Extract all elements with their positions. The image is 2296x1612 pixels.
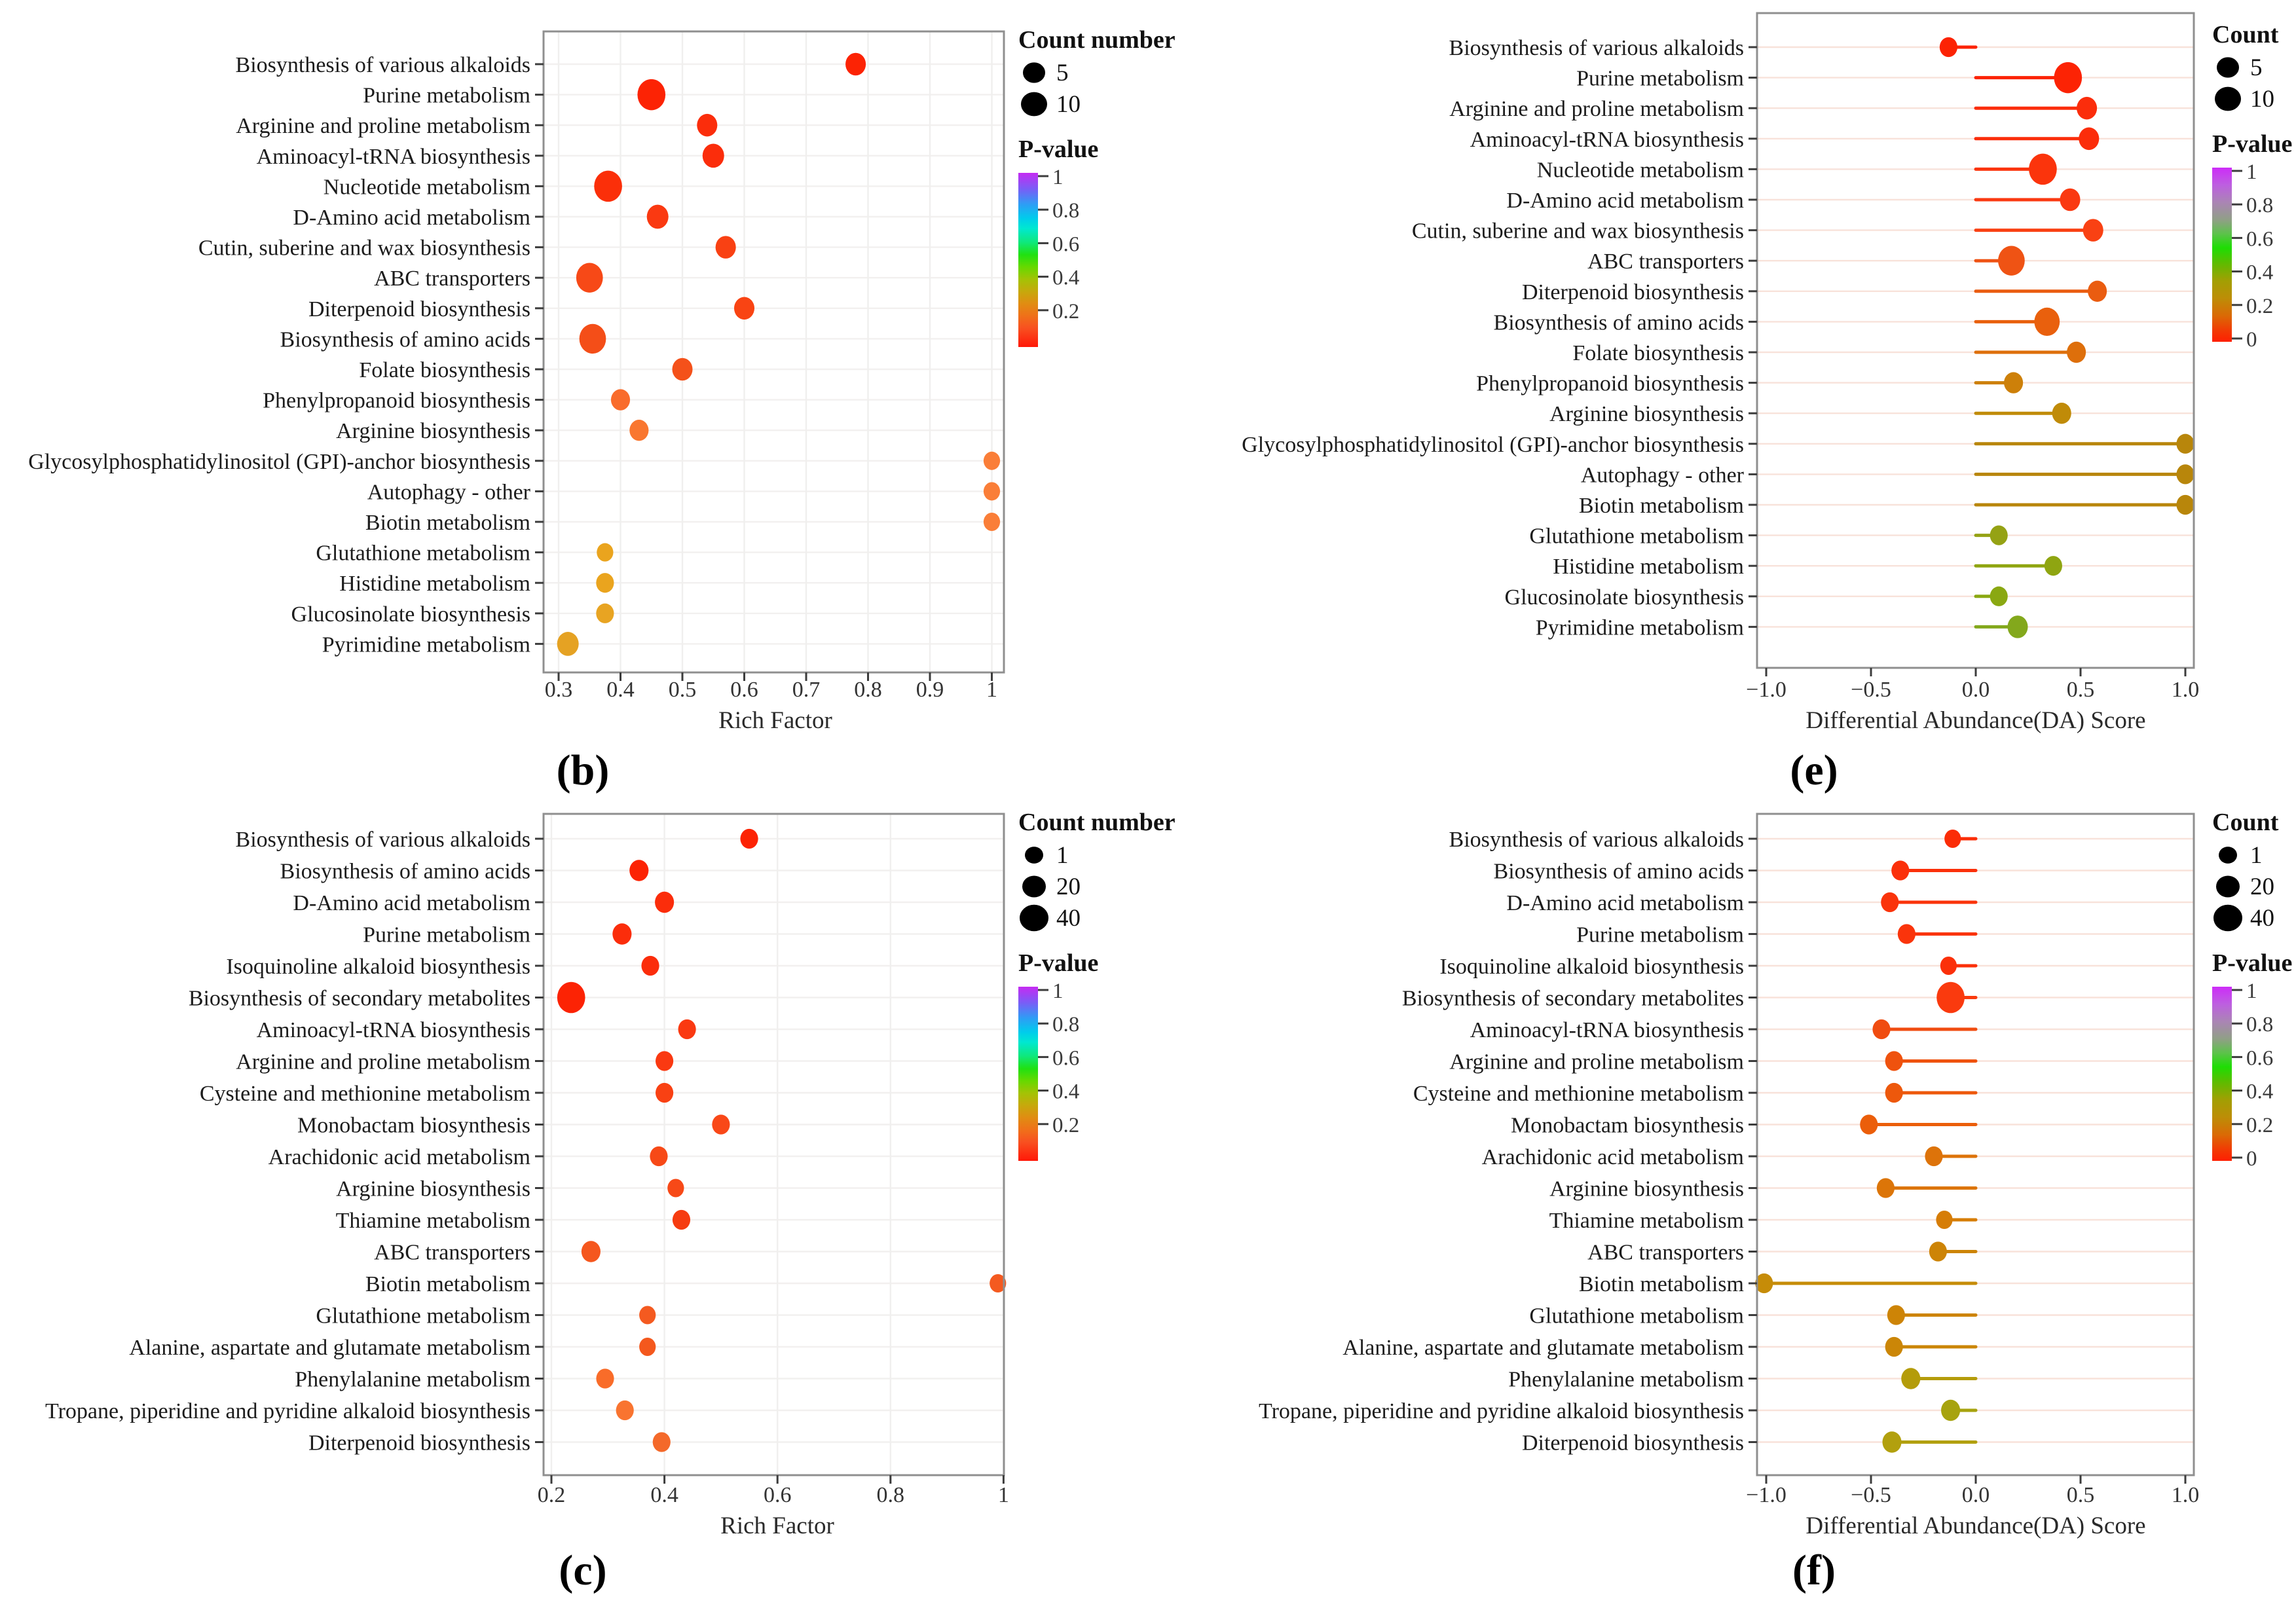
colorbar-tick-label: 0.6 (2246, 227, 2274, 251)
category-label: Histidine metabolism (339, 572, 530, 596)
category-label: Glutathione metabolism (316, 1304, 530, 1328)
category-label: Arginine and proline metabolism (236, 1050, 530, 1074)
data-point (984, 513, 1000, 531)
category-label: Tropane, piperidine and pyridine alkaloid biosynthesis (1259, 1399, 1744, 1423)
x-tick-label: 0.4 (650, 1483, 678, 1507)
category-label: Nucleotide metabolism (1536, 158, 1744, 183)
category-label: Purine metabolism (1576, 66, 1744, 91)
data-point (2176, 434, 2194, 454)
data-point (672, 358, 692, 381)
category-label: Glycosylphosphatidylinositol (GPI)-anchor biosynthesis (28, 449, 530, 474)
data-point (1885, 1337, 1903, 1357)
category-label: Pyrimidine metabolism (1535, 615, 1744, 640)
x-tick-label: −0.5 (1851, 678, 1891, 702)
x-tick-label: 0.8 (876, 1483, 905, 1507)
colorbar-tick-label: 0.6 (1052, 1046, 1080, 1071)
data-point (1881, 892, 1898, 912)
x-tick-label: 1.0 (2171, 1483, 2200, 1507)
category-label: Folate biosynthesis (359, 358, 530, 382)
category-label: Diterpenoid biosynthesis (1521, 280, 1744, 304)
data-point (716, 236, 736, 259)
colorbar-tick-label: 1 (2246, 980, 2257, 1003)
panel-tag: (e) (1790, 746, 1838, 794)
category-label: Glucosinolate biosynthesis (291, 602, 530, 627)
colorbar-tick-label: 0 (2246, 1147, 2257, 1171)
category-label: Nucleotide metabolism (323, 175, 530, 200)
legend-count-label: 10 (1056, 91, 1081, 118)
data-point (740, 829, 758, 849)
data-point (576, 263, 603, 293)
data-point (1885, 1051, 1903, 1071)
category-label: Alanine, aspartate and glutamate metabolism (129, 1336, 530, 1360)
plot-area-f (1757, 814, 2194, 1475)
data-point (1936, 1211, 1952, 1229)
x-tick-label: 0.5 (2066, 1483, 2095, 1507)
data-point (2079, 128, 2099, 151)
category-label: D-Amino acid metabolism (293, 206, 530, 230)
panel-tag: (b) (556, 746, 610, 794)
data-point (1925, 1146, 1942, 1166)
colorbar-tick-label: 0.2 (1052, 299, 1080, 323)
category-label: Diterpenoid biosynthesis (1521, 1431, 1744, 1456)
data-point (1887, 1305, 1905, 1325)
data-point (596, 1368, 614, 1388)
data-point (1998, 246, 2025, 276)
colorbar-tick-label: 0.8 (1052, 199, 1080, 223)
colorbar-tick-label: 0.4 (1052, 266, 1080, 290)
data-point (667, 1179, 684, 1197)
data-point (845, 53, 866, 76)
category-label: Arginine and proline metabolism (1449, 1050, 1744, 1074)
data-point (734, 297, 754, 320)
legend-count-title: Count number (1018, 809, 1176, 836)
x-tick-label: −1.0 (1746, 1483, 1787, 1507)
category-label: Biosynthesis of various alkaloids (1449, 828, 1744, 852)
data-point (2029, 154, 2057, 185)
colorbar-tick-label: 0.6 (1052, 232, 1080, 257)
legend-count-label: 5 (2250, 54, 2263, 81)
data-point (1898, 924, 1916, 943)
category-label: Phenylalanine metabolism (1508, 1367, 1744, 1392)
category-label: Isoquinoline alkaloid biosynthesis (226, 955, 530, 979)
data-point (557, 982, 585, 1014)
data-point (637, 79, 665, 111)
data-point (557, 632, 579, 656)
data-point (2052, 403, 2071, 424)
x-tick-label: 0.8 (854, 678, 882, 702)
data-point (984, 482, 1000, 500)
data-point (1891, 860, 1909, 880)
legend-count-dot (2217, 57, 2239, 77)
x-tick-label: 1.0 (2171, 678, 2200, 702)
data-point (1929, 1241, 1947, 1261)
data-point (2088, 281, 2107, 302)
data-point (639, 1306, 656, 1324)
category-label: Biosynthesis of amino acids (280, 327, 530, 352)
panel-tag: (c) (559, 1547, 607, 1594)
colorbar-tick-label: 0.4 (2246, 261, 2274, 285)
data-point (641, 956, 659, 976)
plot-area-e (1757, 13, 2194, 668)
pvalue-colorbar (1018, 173, 1038, 347)
category-label: D-Amino acid metabolism (1506, 189, 1744, 213)
category-label: Cysteine and methionine metabolism (199, 1082, 530, 1106)
category-label: Cutin, suberine and wax biosynthesis (1411, 219, 1744, 244)
legend-count-title: Count (2212, 809, 2279, 836)
legend-count-label: 20 (1056, 873, 1081, 900)
panel-tag: (f) (1792, 1547, 1836, 1594)
category-label: ABC transporters (374, 1240, 530, 1265)
plot-area-b (544, 31, 1004, 672)
category-label: Glucosinolate biosynthesis (1504, 585, 1744, 610)
legend-count-dot (1022, 875, 1046, 897)
category-label: Thiamine metabolism (1549, 1209, 1744, 1233)
category-label: Arginine and proline metabolism (236, 114, 530, 139)
data-point (984, 452, 1000, 470)
data-point (1940, 957, 1957, 975)
data-point (1941, 1400, 1960, 1421)
category-label: Cutin, suberine and wax biosynthesis (198, 236, 530, 261)
data-point (2176, 495, 2194, 515)
data-point (2007, 615, 2028, 638)
legend-count-title: Count number (1018, 26, 1176, 54)
category-label: Alanine, aspartate and glutamate metabolism (1342, 1336, 1744, 1360)
data-point (2083, 219, 2103, 242)
category-label: Pyrimidine metabolism (322, 632, 530, 657)
legend-count-title: Count (2212, 21, 2279, 48)
category-label: Arginine and proline metabolism (1449, 97, 1744, 122)
data-point (1944, 830, 1961, 848)
category-label: Biosynthesis of various alkaloids (235, 53, 530, 77)
category-label: Aminoacyl-tRNA biosynthesis (256, 144, 530, 169)
category-label: Biosynthesis of amino acids (1493, 859, 1744, 884)
category-label: Diterpenoid biosynthesis (308, 297, 530, 321)
colorbar-tick-label: 0.8 (2246, 1013, 2274, 1037)
legend-count-label: 20 (2250, 873, 2274, 900)
x-tick-label: 0.0 (1961, 1483, 1990, 1507)
colorbar-tick-label: 0.8 (2246, 194, 2274, 218)
data-point (1990, 525, 2008, 545)
category-label: Aminoacyl-tRNA biosynthesis (256, 1018, 530, 1042)
data-point (2034, 308, 2060, 336)
category-label: Biosynthesis of amino acids (1493, 310, 1744, 335)
data-point (712, 1114, 730, 1134)
data-point (596, 604, 614, 623)
category-label: Aminoacyl-tRNA biosynthesis (1470, 127, 1744, 152)
category-label: ABC transporters (1587, 249, 1744, 274)
data-point (673, 1210, 690, 1230)
x-tick-label: 0.2 (537, 1483, 566, 1507)
category-label: Arginine biosynthesis (336, 419, 530, 444)
legend-count-dot (1023, 62, 1045, 82)
data-point (1990, 587, 2008, 606)
category-label: Aminoacyl-tRNA biosynthesis (1470, 1018, 1744, 1042)
category-label: Purine metabolism (363, 83, 530, 108)
colorbar-tick-label: 1 (1052, 166, 1064, 189)
data-point (703, 143, 724, 168)
category-label: Glutathione metabolism (1529, 1304, 1744, 1328)
colorbar-tick-label: 0 (2246, 328, 2257, 352)
category-label: Thiamine metabolism (335, 1209, 530, 1233)
pvalue-colorbar (2212, 987, 2232, 1161)
data-point (2060, 189, 2080, 211)
x-tick-label: 0.6 (763, 1483, 792, 1507)
category-label: Folate biosynthesis (1572, 341, 1744, 365)
category-label: Arachidonic acid metabolism (268, 1145, 530, 1169)
data-point (611, 389, 630, 410)
x-axis-title: Rich Factor (718, 707, 832, 734)
x-tick-label: 1 (997, 1483, 1009, 1507)
legend-count-label: 1 (1056, 842, 1069, 869)
category-label: D-Amino acid metabolism (1506, 891, 1744, 915)
pvalue-colorbar (1018, 987, 1038, 1161)
x-tick-label: 0.9 (916, 678, 944, 702)
x-axis-title: Differential Abundance(DA) Score (1805, 707, 2146, 734)
category-label: Biotin metabolism (1578, 494, 1744, 518)
data-point (596, 573, 614, 593)
legend-count-dot (2219, 847, 2237, 864)
category-label: Monobactam biosynthesis (297, 1113, 530, 1138)
category-label: Autophagy - other (367, 480, 530, 505)
legend-count-label: 10 (2250, 86, 2274, 113)
colorbar-tick-label: 0.2 (2246, 1113, 2274, 1137)
data-point (647, 205, 669, 229)
category-label: Biotin metabolism (1578, 1272, 1744, 1296)
data-point (612, 923, 631, 944)
legend-count-dot (1021, 92, 1047, 117)
data-point (1940, 37, 1957, 57)
category-label: Biotin metabolism (365, 1272, 530, 1296)
data-point (582, 1241, 601, 1262)
category-label: Biosynthesis of amino acids (280, 859, 530, 884)
x-tick-label: 1 (986, 678, 997, 702)
category-label: Biosynthesis of various alkaloids (1449, 36, 1744, 60)
data-point (656, 1051, 673, 1071)
colorbar-tick-label: 0.2 (1052, 1113, 1080, 1137)
category-label: Phenylpropanoid biosynthesis (263, 388, 530, 413)
colorbar-tick-label: 0.4 (2246, 1080, 2274, 1104)
data-point (594, 171, 622, 202)
x-tick-label: 0.4 (606, 678, 635, 702)
pvalue-colorbar (2212, 168, 2232, 342)
category-label: D-Amino acid metabolism (293, 891, 530, 915)
category-label: Purine metabolism (1576, 923, 1744, 947)
x-tick-label: 0.5 (2066, 678, 2095, 702)
data-point (650, 1146, 667, 1166)
data-point (656, 1083, 673, 1103)
x-tick-label: −0.5 (1851, 1483, 1891, 1507)
category-label: Glutathione metabolism (316, 541, 530, 566)
legend-pvalue-title: P-value (2212, 130, 2293, 158)
category-label: Autophagy - other (1580, 463, 1744, 488)
category-label: Phenylalanine metabolism (295, 1367, 530, 1392)
data-point (1877, 1178, 1895, 1198)
x-tick-label: 0.5 (668, 678, 697, 702)
category-label: Monobactam biosynthesis (1510, 1113, 1744, 1138)
data-point (697, 114, 717, 137)
legend-count-label: 5 (1056, 60, 1069, 86)
category-label: Purine metabolism (363, 923, 530, 947)
data-point (597, 543, 613, 562)
colorbar-tick-label: 0.8 (1052, 1013, 1080, 1037)
data-point (1901, 1368, 1920, 1389)
x-tick-label: 0.3 (544, 678, 573, 702)
data-point (580, 324, 606, 354)
legend-count-dot (1020, 905, 1048, 931)
category-label: Glutathione metabolism (1529, 524, 1744, 549)
category-label: Cysteine and methionine metabolism (1413, 1082, 1744, 1106)
category-label: Arginine biosynthesis (336, 1177, 530, 1201)
legend-pvalue-title: P-value (1018, 949, 1099, 977)
x-tick-label: 0.7 (792, 678, 821, 702)
x-tick-label: 0.6 (730, 678, 758, 702)
legend-count-label: 40 (2250, 905, 2274, 932)
data-point (1872, 1019, 1890, 1039)
data-point (639, 1338, 656, 1356)
category-label: Phenylpropanoid biosynthesis (1476, 371, 1744, 396)
category-label: Tropane, piperidine and pyridine alkaloid biosynthesis (45, 1399, 530, 1423)
colorbar-tick-label: 0.2 (2246, 294, 2274, 318)
data-point (629, 860, 648, 881)
category-label: Biosynthesis of secondary metabolites (1401, 986, 1744, 1011)
data-point (1860, 1114, 1878, 1134)
data-point (2067, 342, 2086, 363)
category-label: Biotin metabolism (365, 511, 530, 535)
data-point (1885, 1083, 1903, 1103)
category-label: Biosynthesis of secondary metabolites (188, 986, 530, 1011)
category-label: Arginine biosynthesis (1549, 402, 1744, 427)
category-label: ABC transporters (1587, 1240, 1744, 1265)
category-label: Isoquinoline alkaloid biosynthesis (1439, 955, 1744, 979)
colorbar-tick-label: 0.6 (2246, 1046, 2274, 1071)
data-point (653, 1432, 671, 1452)
data-point (655, 892, 674, 913)
legend-count-label: 1 (2250, 842, 2263, 869)
category-label: Histidine metabolism (1553, 555, 1744, 579)
legend-count-label: 40 (1056, 905, 1081, 932)
colorbar-tick-label: 1 (1052, 980, 1064, 1003)
category-label: Diterpenoid biosynthesis (308, 1431, 530, 1456)
legend-pvalue-title: P-value (2212, 949, 2293, 977)
x-axis-title: Rich Factor (720, 1512, 834, 1539)
x-tick-label: −1.0 (1746, 678, 1787, 702)
colorbar-tick-label: 0.4 (1052, 1080, 1080, 1104)
data-point (1936, 982, 1965, 1014)
data-point (1882, 1431, 1901, 1452)
data-point (2077, 97, 2097, 120)
category-label: Arachidonic acid metabolism (1481, 1145, 1744, 1169)
category-label: Glycosylphosphatidylinositol (GPI)-anchor biosynthesis (1242, 432, 1744, 457)
x-axis-title: Differential Abundance(DA) Score (1805, 1512, 2146, 1539)
data-point (2054, 62, 2082, 94)
legend-count-dot (1025, 847, 1043, 864)
legend-count-dot (2215, 87, 2241, 111)
category-label: ABC transporters (374, 266, 530, 291)
data-point (2004, 372, 2023, 393)
category-label: Arginine biosynthesis (1549, 1177, 1744, 1201)
legend-count-dot (2213, 905, 2242, 931)
data-point (2176, 464, 2194, 484)
x-tick-label: 0.0 (1961, 678, 1990, 702)
data-point (616, 1401, 634, 1420)
colorbar-tick-label: 1 (2246, 160, 2257, 184)
data-point (629, 420, 648, 441)
legend-pvalue-title: P-value (1018, 136, 1099, 163)
legend-count-dot (2216, 875, 2240, 897)
category-label: Biosynthesis of various alkaloids (235, 828, 530, 852)
data-point (678, 1019, 696, 1039)
data-point (2045, 556, 2062, 576)
